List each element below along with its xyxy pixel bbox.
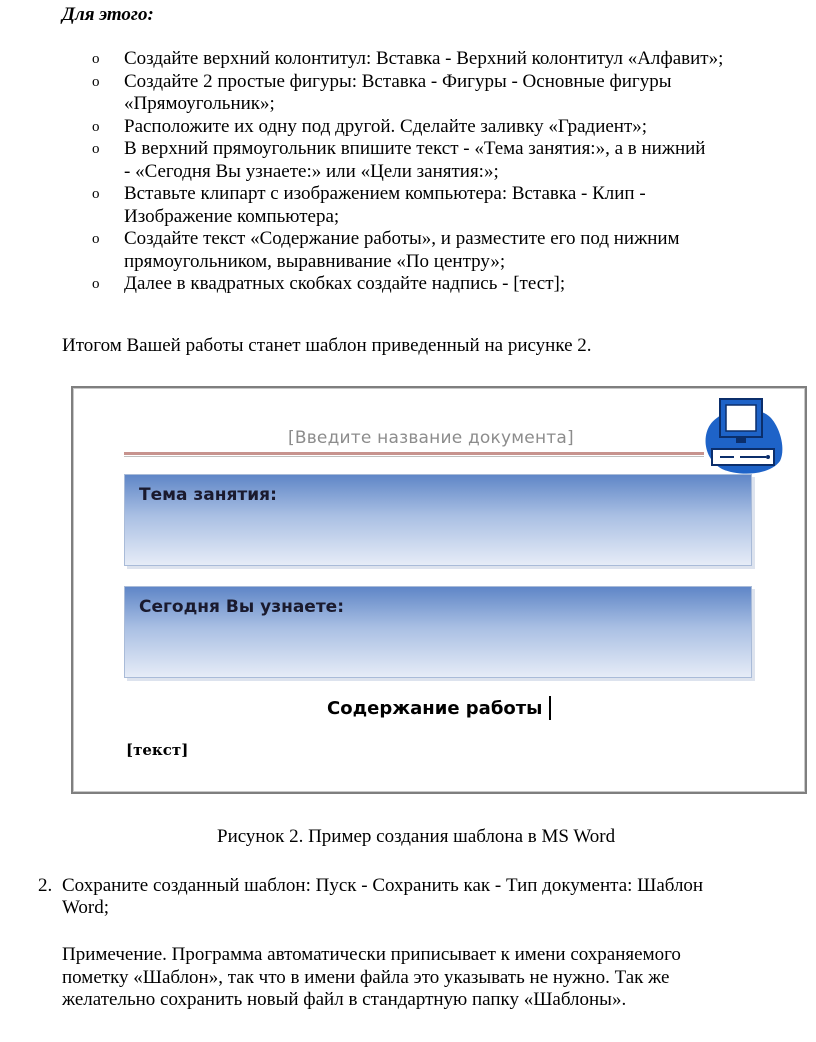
- list-item: [92, 138, 792, 183]
- bullet-marker: o: [92, 118, 100, 135]
- section-heading: Для этого:: [62, 4, 154, 25]
- header-rule-shadow: [124, 456, 704, 457]
- step-text: Расположите их одну под другой. Сделайте заливку «Градиент»;: [124, 115, 648, 137]
- list-item: [92, 71, 792, 116]
- step-text-continued: Изображение компьютера;: [124, 205, 340, 227]
- result-paragraph: Итогом Вашей работы станет шаблон приведенный на рисунке 2.: [62, 335, 592, 356]
- bullet-marker: o: [92, 141, 100, 157]
- steps-list: [92, 48, 792, 296]
- bullet-marker: o: [92, 51, 100, 67]
- list-item: [92, 48, 792, 71]
- computer-icon: [700, 397, 784, 477]
- text-cursor: [549, 696, 551, 720]
- item-text: Сохраните созданный шаблон: Пуск - Сохранить как - Тип документа: Шаблон: [62, 875, 704, 896]
- step-text: Вставьте клипарт с изображением компьютера: Вставка - Клип -: [124, 183, 646, 204]
- content-heading: Содержание работы: [327, 698, 543, 719]
- list-item: [92, 183, 792, 228]
- figure-caption: Рисунок 2. Пример создания шаблона в MS Word: [217, 826, 616, 847]
- step-text: Далее в квадратных скобках создайте надпись - [тест];: [124, 273, 566, 294]
- text-placeholder: [текст]: [126, 741, 189, 759]
- bullet-marker: o: [92, 231, 100, 247]
- today-label: Сегодня Вы узнаете:: [139, 597, 345, 617]
- bullet-marker: o: [92, 73, 100, 90]
- item-text-continued: Word;: [62, 897, 110, 918]
- topic-rectangle: [124, 474, 752, 566]
- step-text-continued: «Прямоугольник»;: [124, 93, 275, 114]
- step-text-continued: - «Сегодня Вы узнаете:» или «Цели занятия:»;: [124, 160, 499, 182]
- header-rule: [124, 452, 704, 455]
- note-line: Примечение. Программа автоматически приписывает к имени сохраняемого: [62, 944, 681, 965]
- today-rectangle: [124, 586, 752, 678]
- step-text: Создайте верхний колонтитул: Вставка - Верхний колонтитул «Алфавит»;: [124, 48, 724, 69]
- numbered-item: [38, 875, 778, 919]
- note-paragraph: [62, 944, 782, 1012]
- bullet-marker: o: [92, 186, 100, 202]
- topic-label: Тема занятия:: [139, 485, 277, 505]
- step-text: Создайте 2 простые фигуры: Вставка - Фигуры - Основные фигуры: [124, 70, 672, 92]
- bullet-marker: o: [92, 276, 100, 292]
- list-item: [92, 116, 792, 139]
- list-item: [92, 273, 792, 296]
- note-line: пометку «Шаблон», так что в имени файла это указывать не нужно. Так же: [62, 966, 670, 988]
- document-title-placeholder: [Введите название документа]: [288, 428, 574, 448]
- step-text: Создайте текст «Содержание работы», и разместите его под нижним: [124, 228, 680, 249]
- step-text-continued: прямоугольником, выравнивание «По центру»;: [124, 250, 506, 272]
- list-item: [92, 228, 792, 273]
- item-number: 2.: [38, 875, 53, 896]
- step-text: В верхний прямоугольник впишите текст - «Тема занятия:», а в нижний: [124, 138, 706, 159]
- monitor-stand: [736, 437, 746, 443]
- monitor-screen: [726, 405, 756, 431]
- note-line: желательно сохранить новый файл в стандартную папку «Шаблоны».: [62, 989, 627, 1010]
